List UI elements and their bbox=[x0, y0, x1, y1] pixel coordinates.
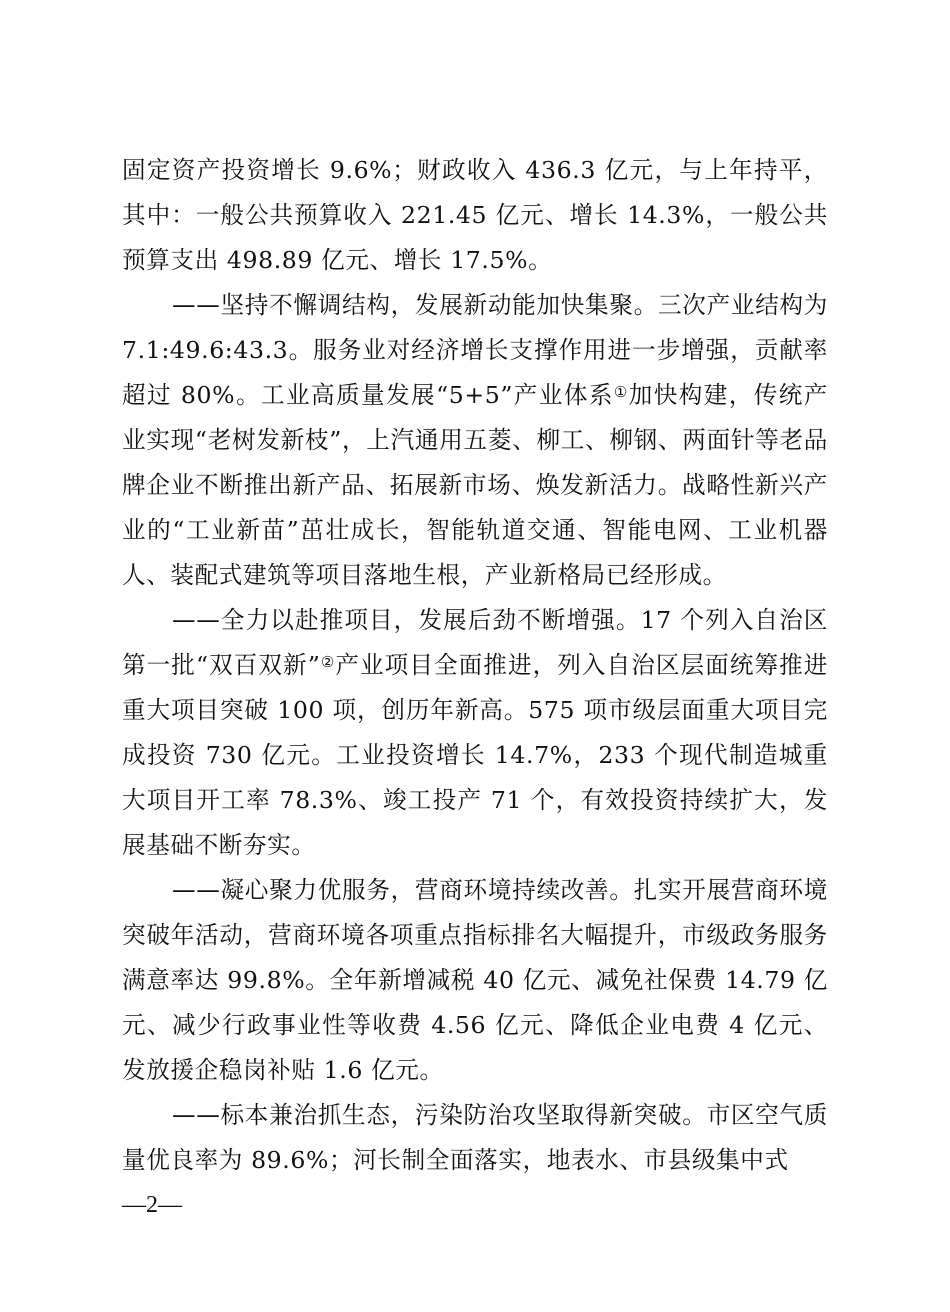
paragraph-projects bbox=[122, 598, 828, 868]
footnote-marker-1[interactable]: ① bbox=[613, 383, 629, 401]
section-heading: ——全力以赴推项目，发展后劲不断增强。 bbox=[172, 606, 641, 634]
section-heading: ——标本兼治抓生态，污染防治攻坚取得新突破。 bbox=[172, 1101, 707, 1129]
paragraph-fiscal-summary bbox=[122, 148, 828, 283]
paragraph-text: 三次产业结构为 7.1:49.6:43.3。服务业对经济增长支撑作用进一步增强，贡献率超过 80%。工业高质量发展“5+5”产业体系 bbox=[122, 291, 829, 409]
paragraph-business-environment bbox=[122, 868, 828, 1093]
section-heading: ——凝心聚力优服务，营商环境持续改善。 bbox=[172, 876, 634, 904]
paragraph-text: 产业项目全面推进，列入自治区层面统筹推进重大项目突破 100 项，创历年新高。575 项市级层面重大项目完成投资 730 亿元。工业投资增长 14.7%，233 个现代制造城重大项目开工率 78.3%、竣工投产 71 个，有效投资持续扩大，发展基础不断夯实。 bbox=[122, 651, 828, 859]
paragraph-text: 加快构建，传统产业实现“老树发新枝”，上汽通用五菱、柳工、柳钢、两面针等老品牌企业不断推出新产品、拓展新市场、焕发新活力。战略性新兴产业的“工业新苗”茁壮成长，智能轨道交通、智能电网、工业机器人、装配式建筑等项目落地生根，产业新格局已经形成。 bbox=[122, 381, 828, 589]
document-page-body bbox=[122, 148, 828, 1183]
section-heading: ——坚持不懈调结构，发展新动能加快集聚。 bbox=[172, 291, 658, 319]
footnote-marker-2[interactable]: ② bbox=[320, 653, 336, 671]
paragraph-ecology bbox=[122, 1093, 828, 1183]
paragraph-text: 固定资产投资增长 9.6%；财政收入 436.3 亿元，与上年持平，其中：一般公共预算收入 221.45 亿元、增长 14.3%，一般公共预算支出 498.89 亿元、增长 17.5%。 bbox=[122, 156, 828, 274]
paragraph-text: 扎实开展营商环境突破年活动，营商环境各项重点指标排名大幅提升，市级政务服务满意率达 99.8%。全年新增减税 40 亿元、减免社保费 14.79 亿元、减少行政事业性等收费 4.56 亿元、降低企业电费 4 亿元、发放援企稳岗补贴 1.6 亿元。 bbox=[122, 876, 828, 1084]
paragraph-industrial-structure bbox=[122, 283, 828, 598]
paragraph-text: 市区空气质量优良率为 89.6%；河长制全面落实，地表水、市县级集中式 bbox=[122, 1101, 829, 1174]
page-number: —2— bbox=[122, 1192, 182, 1218]
paragraph-text: 17 个列入自治区第一批“双百双新” bbox=[122, 606, 829, 679]
